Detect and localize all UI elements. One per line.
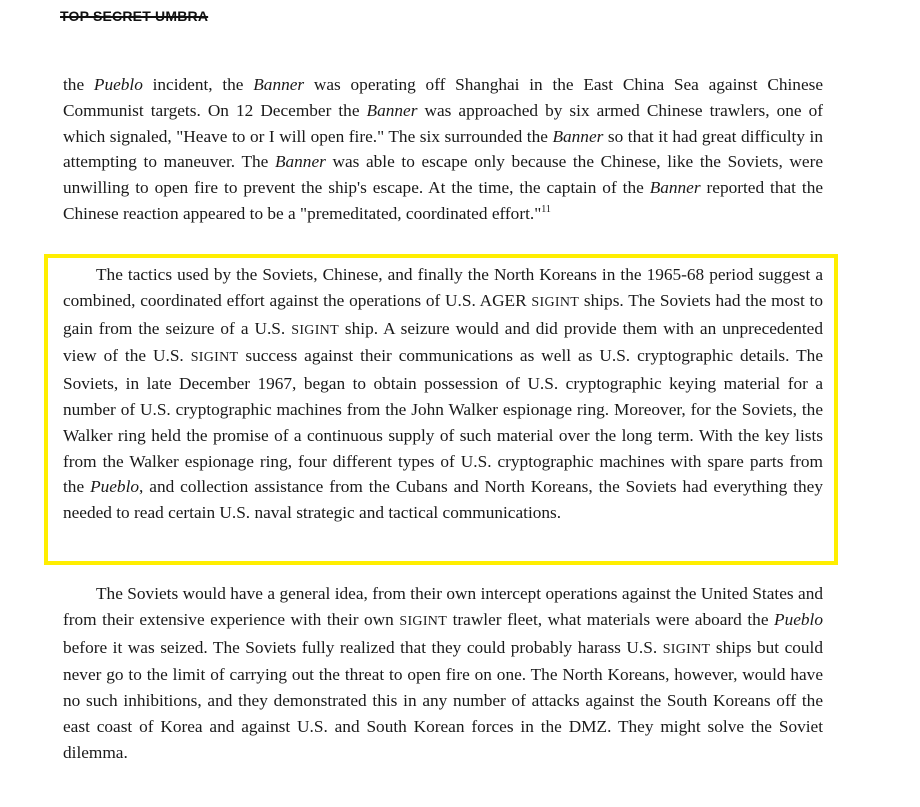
paragraph-2-highlighted: The tactics used by the Soviets, Chinese, and finally the North Koreans in the 1965-68 period suggest a combined, coordinated effort against the operations of U.S. AGER SIGINT ships. The Soviets had the most to gain from the seizure of a U.S. SIGINT ship. A seizure would and did provide them with an unprecedented view of the U.S. SIGINT success against their communications as well as U.S. cryptographic details. The Soviets, in late December 1967, began to obtain possession of U.S. cryptographic keying material for a number of U.S. cryptographic machines from the John Walker espionage ring. Moreover, for the Soviets, the Walker ring held the promise of a continuous supply of such material over the long term. With the key lists from the Walker espionage ring, four different types of U.S. cryptographic machines with spare parts from the Pueblo, and collection assistance from the Cubans and North Koreans, the Soviets had everything they needed to read certain U.S. naval strategic and tactical communications. xyxy=(63,265,824,523)
ship-name: Pueblo xyxy=(90,477,140,497)
classification-marking: TOP SECRET UMBRA xyxy=(60,8,209,24)
ship-name: Banner xyxy=(366,100,418,120)
ship-name: Banner xyxy=(552,126,604,146)
ship-name: Banner xyxy=(274,152,326,172)
ship-name: Pueblo xyxy=(774,609,823,629)
footnote-marker: 11 xyxy=(541,204,551,216)
ship-name: Banner xyxy=(649,178,701,198)
paragraph-3: The Soviets would have a general idea, from their own intercept operations against the United States and from their extensive experience with their own SIGINT trawler fleet, what materials were aboard the Pueblo before it was seized. The Soviets fully realized that they could probably harass U.S. SIGINT ships but could never go to the limit of carrying out the threat to open fire on one. The North Koreans, however, would have no such inhibitions, and they demonstrated this in any number of attacks against the South Koreans off the east coast of Korea and against U.S. and South Korean forces in the DMZ. They might solve the Soviet dilemma. xyxy=(63,584,823,762)
ship-name: Banner xyxy=(253,75,305,94)
paragraph-1: the Pueblo incident, the Banner was operating off Shanghai in the East China Sea against Chinese Communist targets. On 12 December the Banner was approached by six armed Chinese trawlers, one of which signaled, "Heave to or I will open fire." The six surrounded the Banner so that it had great difficulty in attempting to maneuver. The Banner was able to escape only because the Chinese, like the Soviets, were unwilling to open fire to prevent the ship's escape. At the time, the captain of the Banner reported that the Chinese reaction appeared to be a "premeditated, coordinated effort."$^{11}$ xyxy=(63,75,824,223)
ship-name: Pueblo xyxy=(93,75,143,94)
